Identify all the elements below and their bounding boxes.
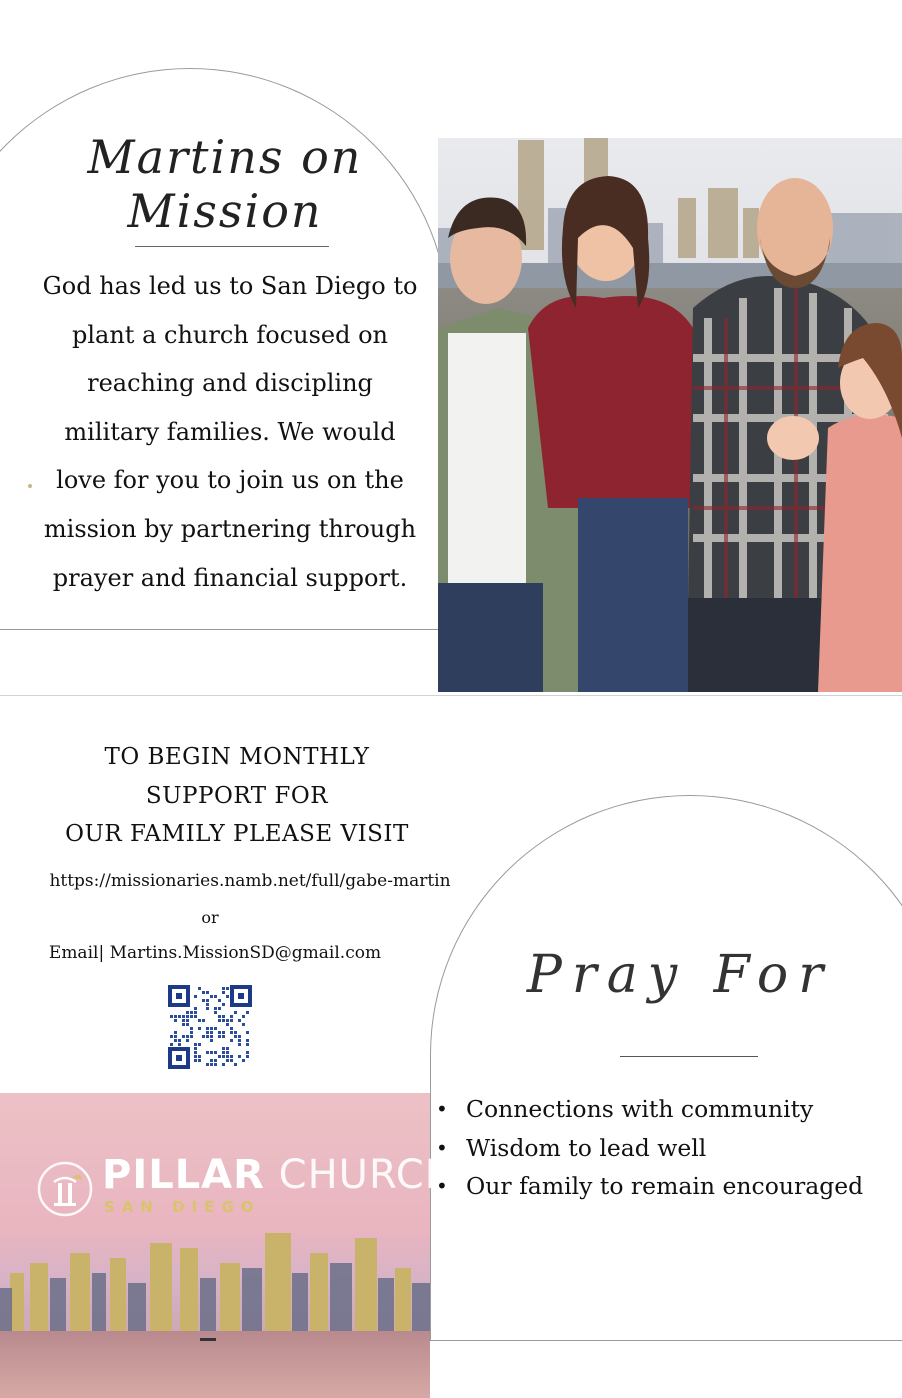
mission-line: God has led us to San Diego to	[42, 272, 418, 300]
church-card	[0, 1093, 430, 1398]
script-title: Martins on Mission	[87, 130, 363, 238]
mission-line: mission by partnering through	[43, 514, 417, 543]
mission-line: reaching and discipling	[87, 369, 373, 398]
church-name-light: CHURCH	[278, 1152, 456, 1198]
support-link[interactable]: https://missionaries.namb.net/full/gabe-martin	[49, 871, 451, 891]
mission-line: plant a church focused on	[71, 320, 389, 349]
mission-line: love for you to join us on the	[56, 466, 404, 495]
pillar-logo-icon	[36, 1160, 94, 1218]
church-name-bold: PILLAR	[102, 1152, 265, 1198]
page-divider	[0, 695, 902, 696]
pray-divider	[620, 1056, 758, 1057]
title-divider	[135, 246, 329, 247]
pray-item: • Connections with community	[430, 1090, 902, 1129]
pray-item: • Our family to remain encouraged	[430, 1167, 902, 1206]
or-separator: or	[201, 908, 219, 927]
support-heading	[30, 738, 444, 854]
mission-base-rule	[0, 629, 440, 630]
mission-line: military families. We would	[64, 417, 396, 446]
support-heading-line: TO BEGIN MONTHLY	[104, 744, 370, 770]
church-name	[102, 1152, 456, 1198]
pray-base-rule	[430, 1340, 902, 1341]
stray-mark	[28, 484, 32, 488]
pray-list	[430, 1090, 902, 1206]
mission-line: prayer and financial support.	[52, 563, 408, 592]
qr-code	[167, 984, 253, 1070]
family-photo	[438, 138, 902, 692]
mission-paragraph	[30, 262, 430, 602]
pray-title: Pray For	[526, 945, 834, 1005]
church-location: SAN DIEGO	[104, 1198, 261, 1216]
support-heading-line: OUR FAMILY PLEASE VISIT	[65, 821, 409, 847]
support-email[interactable]: Email| Martins.MissionSD@gmail.com	[48, 943, 382, 963]
support-heading-line: SUPPORT FOR	[145, 782, 329, 809]
pray-arch-frame	[430, 795, 902, 1341]
pray-item: • Wisdom to lead well	[430, 1129, 902, 1168]
